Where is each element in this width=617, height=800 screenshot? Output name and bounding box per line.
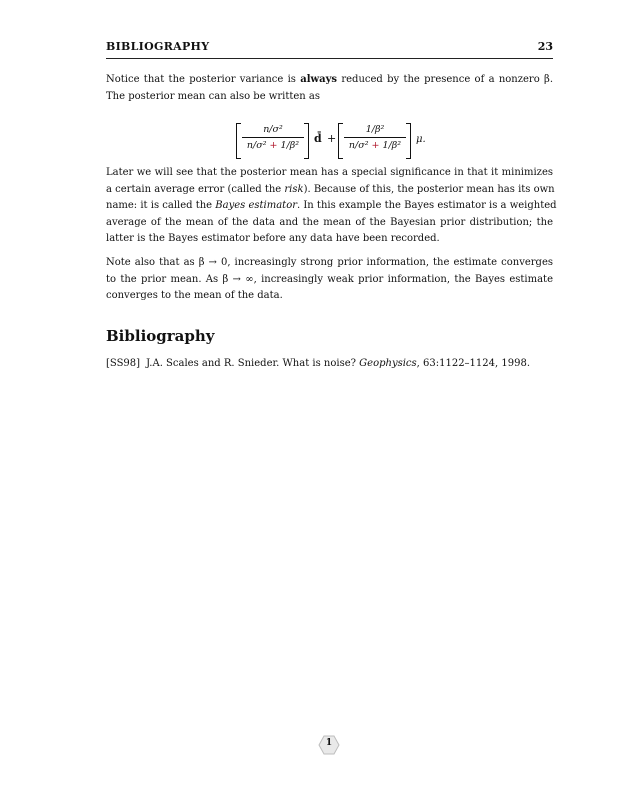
left-bracket (338, 123, 343, 159)
paragraph-line: The posterior mean can also be written as (106, 90, 321, 102)
fraction-numerator: n/σ² (263, 124, 283, 135)
running-page-number: 23 (537, 40, 553, 53)
fraction-data-weight (242, 122, 304, 153)
paragraph-posterior-variance (106, 72, 553, 105)
paragraph-line: converges to the mean of the data. (106, 290, 283, 301)
section-heading-bibliography: Bibliography (106, 327, 215, 345)
left-bracket (236, 123, 241, 159)
paragraph-line: Notice that the posterior variance is always reduced by the presence of a nonzero β. (106, 74, 553, 85)
right-bracket (304, 123, 309, 159)
header-rule (106, 58, 553, 59)
paragraph-line: a certain average error (called the risk). Because of this, the posterior mean has its own (106, 183, 555, 195)
data-mean-symbol: d̄ (314, 132, 322, 145)
paragraph-line: average of the mean of the data and the mean of the Bayesian prior distribution; the (106, 216, 553, 228)
page-badge-number: 1 (325, 738, 333, 748)
prior-mean-symbol: μ. (416, 134, 426, 145)
page-number-badge (318, 735, 340, 755)
paragraph-line: to the prior mean. As β → ∞, increasingly weak prior information, the Bayes estimate (106, 273, 553, 285)
term-risk: risk (284, 183, 304, 195)
right-bracket (406, 123, 411, 159)
fraction-denominator: n/σ² + 1/β² (246, 140, 300, 151)
term-bayes-estimator: Bayes estimator (215, 200, 297, 211)
paragraph-line: Note also that as β → 0, increasingly strong prior information, the estimate converges (106, 257, 553, 268)
paragraph-line: latter is the Bayes estimator before any data have been recorded. (106, 233, 440, 244)
plus-sign: + (327, 132, 337, 145)
posterior-mean-equation (236, 118, 436, 164)
citation-details: , 63:1122–1124, 1998. (416, 358, 530, 369)
paragraph-line: Later we will see that the posterior mean has a special significance in that it minimizes (106, 167, 553, 178)
fraction-numerator: 1/β² (365, 124, 385, 135)
paragraph-bayes-estimator (106, 165, 557, 248)
bibliography-entry (106, 358, 553, 369)
citation-key: [SS98] (106, 358, 141, 369)
citation-authors-title: J.A. Scales and R. Snieder. What is noise? (146, 358, 360, 369)
emphasis-always: always (300, 74, 338, 85)
paragraph-line: name: it is called the Bayes estimator. In this example the Bayes estimator is a weighted (106, 200, 557, 211)
running-title: BIBLIOGRAPHY (106, 40, 210, 53)
running-header (106, 40, 553, 58)
fraction-denominator: n/σ² + 1/β² (348, 140, 402, 151)
paragraph-limits (106, 255, 553, 305)
fraction-prior-weight (344, 122, 406, 153)
citation-venue: Geophysics (359, 358, 417, 369)
